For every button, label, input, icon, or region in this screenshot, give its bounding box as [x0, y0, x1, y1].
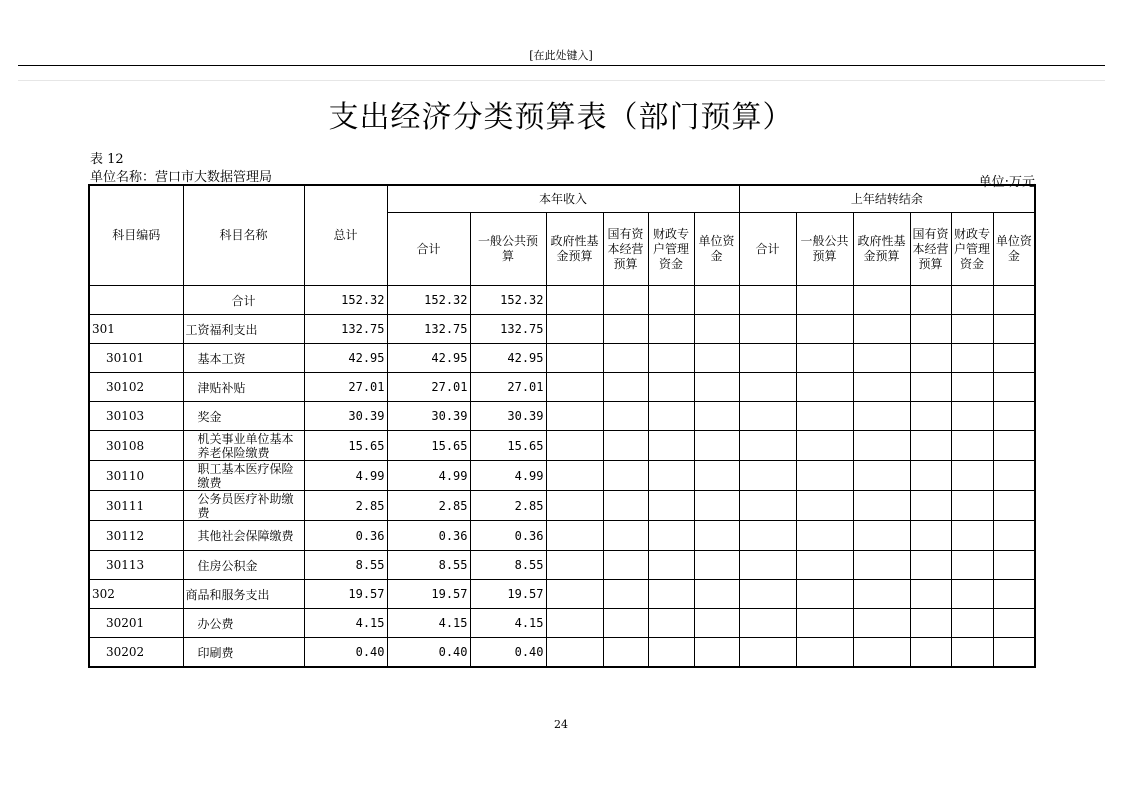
cell-ci-unit: [694, 580, 739, 609]
page-header: [在此处键入]: [529, 49, 593, 62]
cell-co-special: [951, 315, 993, 344]
cell-co-unit: [993, 580, 1035, 609]
cell-co-unit: [993, 286, 1035, 315]
cell-ci-special: [648, 286, 694, 315]
cell-ci-unit: [694, 551, 739, 580]
cell-ci-fund: [546, 286, 603, 315]
cell-name: 商品和服务支出: [183, 580, 304, 609]
cell-name: 职工基本医疗保险缴费: [183, 461, 304, 491]
cell-ci-general: 0.40: [470, 638, 546, 668]
cell-total: 0.36: [304, 521, 387, 551]
cell-code: 30111: [89, 491, 183, 521]
cell-ci-soe: [603, 286, 648, 315]
cell-co-general: [796, 344, 853, 373]
cell-co-total: [739, 521, 796, 551]
cell-ci-soe: [603, 461, 648, 491]
cell-ci-fund: [546, 638, 603, 668]
cell-name: 印刷费: [183, 638, 304, 668]
cell-co-special: [951, 286, 993, 315]
cell-co-fund: [853, 580, 910, 609]
cell-ci-total: 19.57: [387, 580, 470, 609]
cell-co-fund: [853, 521, 910, 551]
cell-total: 2.85: [304, 491, 387, 521]
cell-co-fund: [853, 491, 910, 521]
cell-co-total: [739, 344, 796, 373]
cell-co-fund: [853, 286, 910, 315]
cell-ci-fund: [546, 521, 603, 551]
cell-co-total: [739, 461, 796, 491]
cell-name: 住房公积金: [183, 551, 304, 580]
header-co-unit: 单位资金: [993, 213, 1035, 286]
header-ci-unit: 单位资金: [694, 213, 739, 286]
cell-co-general: [796, 609, 853, 638]
cell-ci-fund: [546, 315, 603, 344]
cell-name: 机关事业单位基本养老保险缴费: [183, 431, 304, 461]
header-rule-thin: [18, 80, 1105, 81]
cell-co-fund: [853, 431, 910, 461]
cell-ci-fund: [546, 402, 603, 431]
cell-ci-total: 4.99: [387, 461, 470, 491]
cell-ci-general: 19.57: [470, 580, 546, 609]
cell-name: 基本工资: [183, 344, 304, 373]
cell-ci-general: 0.36: [470, 521, 546, 551]
cell-ci-special: [648, 551, 694, 580]
cell-co-general: [796, 580, 853, 609]
cell-co-special: [951, 638, 993, 668]
cell-ci-unit: [694, 344, 739, 373]
cell-co-total: [739, 551, 796, 580]
table-row: [89, 551, 1035, 580]
cell-co-general: [796, 521, 853, 551]
cell-ci-soe: [603, 431, 648, 461]
cell-co-total: [739, 315, 796, 344]
table-row: [89, 315, 1035, 344]
header-ci-total: 合计: [387, 213, 470, 286]
cell-co-general: [796, 402, 853, 431]
cell-ci-general: 2.85: [470, 491, 546, 521]
cell-co-fund: [853, 315, 910, 344]
cell-code: 30110: [89, 461, 183, 491]
header-ci-soe: 国有资本经营预算: [603, 213, 648, 286]
cell-co-general: [796, 315, 853, 344]
cell-co-unit: [993, 638, 1035, 668]
header-name: 科目名称: [183, 185, 304, 286]
header-ci-special: 财政专户管理资金: [648, 213, 694, 286]
cell-ci-general: 30.39: [470, 402, 546, 431]
cell-ci-general: 4.99: [470, 461, 546, 491]
header-code: 科目编码: [89, 185, 183, 286]
cell-ci-total: 2.85: [387, 491, 470, 521]
header-co-general: 一般公共预算: [796, 213, 853, 286]
cell-co-soe: [910, 551, 951, 580]
cell-ci-unit: [694, 491, 739, 521]
cell-ci-unit: [694, 286, 739, 315]
cell-co-fund: [853, 344, 910, 373]
cell-co-special: [951, 551, 993, 580]
cell-co-total: [739, 609, 796, 638]
cell-ci-soe: [603, 402, 648, 431]
cell-ci-soe: [603, 609, 648, 638]
cell-co-special: [951, 461, 993, 491]
header-ci-fund: 政府性基金预算: [546, 213, 603, 286]
cell-name: 津贴补贴: [183, 373, 304, 402]
cell-co-soe: [910, 521, 951, 551]
cell-co-soe: [910, 431, 951, 461]
cell-co-fund: [853, 373, 910, 402]
cell-ci-special: [648, 315, 694, 344]
cell-name: 公务员医疗补助缴费: [183, 491, 304, 521]
cell-code: 30108: [89, 431, 183, 461]
cell-total: 42.95: [304, 344, 387, 373]
cell-code: 30101: [89, 344, 183, 373]
document-title: 支出经济分类预算表（部门预算）: [328, 100, 794, 135]
cell-co-total: [739, 373, 796, 402]
cell-ci-fund: [546, 431, 603, 461]
cell-co-unit: [993, 402, 1035, 431]
cell-co-total: [739, 286, 796, 315]
cell-ci-unit: [694, 461, 739, 491]
cell-ci-unit: [694, 373, 739, 402]
cell-ci-unit: [694, 638, 739, 668]
table-row: [89, 491, 1035, 521]
cell-co-general: [796, 491, 853, 521]
cell-ci-special: [648, 431, 694, 461]
cell-co-general: [796, 373, 853, 402]
cell-code: 30113: [89, 551, 183, 580]
cell-ci-total: 0.40: [387, 638, 470, 668]
cell-code: 30103: [89, 402, 183, 431]
cell-co-soe: [910, 461, 951, 491]
cell-total: 15.65: [304, 431, 387, 461]
cell-co-fund: [853, 638, 910, 668]
cell-ci-fund: [546, 580, 603, 609]
table-row: [89, 402, 1035, 431]
cell-ci-general: 42.95: [470, 344, 546, 373]
cell-ci-unit: [694, 609, 739, 638]
header-rule: [18, 65, 1105, 66]
table-row: [89, 373, 1035, 402]
cell-co-special: [951, 609, 993, 638]
cell-ci-unit: [694, 315, 739, 344]
cell-co-soe: [910, 580, 951, 609]
cell-ci-special: [648, 580, 694, 609]
cell-name: 奖金: [183, 402, 304, 431]
cell-ci-general: 27.01: [470, 373, 546, 402]
cell-co-unit: [993, 344, 1035, 373]
cell-ci-special: [648, 609, 694, 638]
cell-co-special: [951, 491, 993, 521]
cell-total: 27.01: [304, 373, 387, 402]
cell-total: 0.40: [304, 638, 387, 668]
cell-ci-special: [648, 521, 694, 551]
cell-ci-fund: [546, 344, 603, 373]
cell-co-soe: [910, 315, 951, 344]
cell-co-special: [951, 431, 993, 461]
cell-code: 30202: [89, 638, 183, 668]
cell-ci-general: 15.65: [470, 431, 546, 461]
cell-ci-unit: [694, 431, 739, 461]
cell-name: 其他社会保障缴费: [183, 521, 304, 551]
cell-co-unit: [993, 461, 1035, 491]
cell-total: 4.15: [304, 609, 387, 638]
header-current-year-income: 本年收入: [387, 185, 739, 213]
cell-co-total: [739, 580, 796, 609]
header-co-special: 财政专户管理资金: [951, 213, 993, 286]
cell-co-general: [796, 431, 853, 461]
header-co-total: 合计: [739, 213, 796, 286]
cell-co-unit: [993, 609, 1035, 638]
cell-ci-general: 4.15: [470, 609, 546, 638]
cell-co-soe: [910, 638, 951, 668]
table-row: [89, 521, 1035, 551]
cell-co-fund: [853, 609, 910, 638]
cell-code: 30102: [89, 373, 183, 402]
cell-code: 301: [89, 315, 183, 344]
header-total: 总计: [304, 185, 387, 286]
cell-ci-total: 8.55: [387, 551, 470, 580]
unit-name: 单位名称：营口市大数据管理局: [90, 170, 273, 185]
unit-label: 单位:万元: [978, 175, 1035, 190]
cell-code: 302: [89, 580, 183, 609]
cell-co-soe: [910, 402, 951, 431]
cell-ci-total: 132.75: [387, 315, 470, 344]
cell-ci-soe: [603, 638, 648, 668]
cell-co-special: [951, 373, 993, 402]
cell-code: [89, 286, 183, 315]
cell-co-soe: [910, 609, 951, 638]
cell-co-unit: [993, 521, 1035, 551]
cell-co-unit: [993, 551, 1035, 580]
cell-ci-soe: [603, 373, 648, 402]
table-row: [89, 431, 1035, 461]
cell-co-unit: [993, 431, 1035, 461]
cell-ci-soe: [603, 315, 648, 344]
cell-total: 132.75: [304, 315, 387, 344]
header-ci-general: 一般公共预算: [470, 213, 546, 286]
cell-ci-unit: [694, 402, 739, 431]
cell-ci-soe: [603, 491, 648, 521]
table-row: [89, 580, 1035, 609]
cell-ci-general: 8.55: [470, 551, 546, 580]
cell-co-soe: [910, 373, 951, 402]
cell-co-special: [951, 344, 993, 373]
cell-total: 4.99: [304, 461, 387, 491]
cell-ci-total: 42.95: [387, 344, 470, 373]
cell-ci-unit: [694, 521, 739, 551]
cell-co-soe: [910, 286, 951, 315]
cell-ci-total: 152.32: [387, 286, 470, 315]
cell-total: 30.39: [304, 402, 387, 431]
header-co-fund: 政府性基金预算: [853, 213, 910, 286]
cell-ci-soe: [603, 521, 648, 551]
cell-ci-special: [648, 638, 694, 668]
cell-co-general: [796, 638, 853, 668]
cell-name: 办公费: [183, 609, 304, 638]
table-row: [89, 461, 1035, 491]
budget-table: [88, 184, 1036, 668]
table-number: 表 12: [90, 152, 124, 167]
cell-total: 8.55: [304, 551, 387, 580]
cell-ci-fund: [546, 551, 603, 580]
cell-ci-special: [648, 344, 694, 373]
table-row: [89, 638, 1035, 668]
cell-co-special: [951, 521, 993, 551]
cell-co-total: [739, 638, 796, 668]
cell-co-unit: [993, 491, 1035, 521]
table-row: [89, 344, 1035, 373]
cell-ci-soe: [603, 580, 648, 609]
cell-code: 30112: [89, 521, 183, 551]
cell-name: 工资福利支出: [183, 315, 304, 344]
cell-co-fund: [853, 402, 910, 431]
cell-ci-soe: [603, 344, 648, 373]
cell-ci-fund: [546, 609, 603, 638]
cell-ci-special: [648, 461, 694, 491]
cell-ci-total: 4.15: [387, 609, 470, 638]
cell-co-fund: [853, 461, 910, 491]
cell-ci-general: 152.32: [470, 286, 546, 315]
page-number: 24: [554, 718, 568, 731]
cell-co-special: [951, 402, 993, 431]
cell-co-unit: [993, 315, 1035, 344]
cell-co-general: [796, 461, 853, 491]
header-carryover: 上年结转结余: [739, 185, 1035, 213]
cell-ci-soe: [603, 551, 648, 580]
cell-total: 19.57: [304, 580, 387, 609]
cell-ci-general: 132.75: [470, 315, 546, 344]
cell-ci-total: 30.39: [387, 402, 470, 431]
cell-co-general: [796, 286, 853, 315]
cell-co-total: [739, 491, 796, 521]
header-co-soe: 国有资本经营预算: [910, 213, 951, 286]
cell-co-soe: [910, 344, 951, 373]
cell-total: 152.32: [304, 286, 387, 315]
cell-co-special: [951, 580, 993, 609]
cell-ci-fund: [546, 373, 603, 402]
cell-ci-total: 15.65: [387, 431, 470, 461]
cell-co-total: [739, 402, 796, 431]
cell-co-total: [739, 431, 796, 461]
cell-ci-total: 0.36: [387, 521, 470, 551]
table-row: [89, 609, 1035, 638]
cell-ci-special: [648, 373, 694, 402]
table-row: [89, 286, 1035, 315]
cell-ci-total: 27.01: [387, 373, 470, 402]
cell-co-unit: [993, 373, 1035, 402]
cell-co-soe: [910, 491, 951, 521]
cell-code: 30201: [89, 609, 183, 638]
cell-ci-special: [648, 491, 694, 521]
cell-ci-fund: [546, 491, 603, 521]
cell-ci-fund: [546, 461, 603, 491]
cell-co-fund: [853, 551, 910, 580]
cell-name: 合计: [183, 286, 304, 315]
cell-ci-special: [648, 402, 694, 431]
cell-co-general: [796, 551, 853, 580]
